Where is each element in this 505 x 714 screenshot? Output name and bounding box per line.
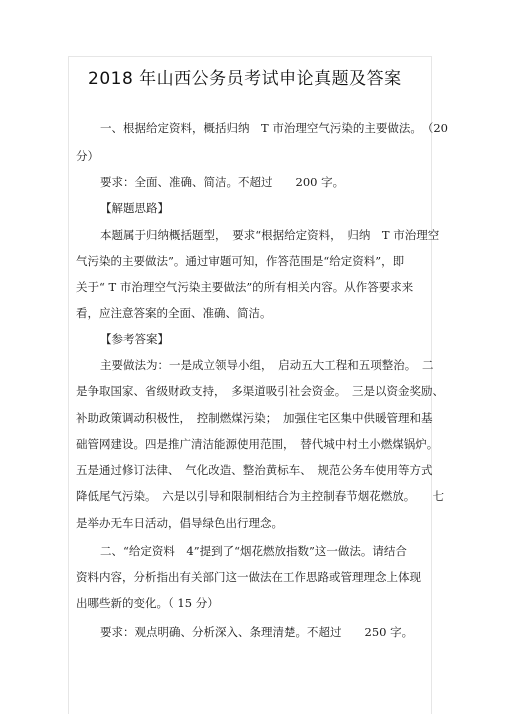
analysis-line-4: 看，应注意答案的全面、准确、简洁。 (76, 306, 272, 320)
question-1-requirement: 要求：全面、准确、简洁。不超过 200 字。 (100, 175, 345, 189)
analysis-line-1: 本题属于归纳概括题型， 要求“根据给定资料， 归纳 T 市治理空 (100, 228, 440, 242)
answer-line-2: 是争取国家、省级财政支持， 多渠道吸引社会资金。 三是以资金奖励、 (76, 384, 444, 398)
answer-line-5: 五是通过修订法律、 气化改造、整治黄标车、 规范公务车使用等方式 (76, 463, 433, 477)
analysis-heading: 【解题思路】 (100, 201, 169, 215)
answer-line-3: 补助政策调动积极性， 控制燃煤污染； 加强住宅区集中供暖管理和基 (76, 411, 433, 425)
question-2-line-1: 二、“给定资料 4”提到了“烟花燃放指数”这一做法。请结合 (100, 544, 407, 558)
analysis-line-2: 气污染的主要做法”。通过审题可知，作答范围是“给定资料”，即 (76, 254, 405, 268)
question-1-line-2: 分） (76, 149, 99, 163)
answer-line-6: 降低尾气污染。 六是以引导和限制相结合为主控制春节烟花燃放。 七 (76, 489, 444, 503)
answer-heading: 【参考答案】 (100, 332, 169, 346)
document-title: 2018 年山西公务员考试申论真题及答案 (88, 69, 402, 89)
question-2-requirement: 要求：观点明确、分析深入、条理清楚。不超过 250 字。 (100, 625, 414, 639)
question-1-line-1: 一、根据给定资料，概括归纳 T 市治理空气污染的主要做法。 （20 (100, 121, 448, 135)
question-2-line-2: 资料内容，分析指出有关部门这一做法在工作思路或管理理念上体现 (76, 570, 421, 584)
answer-line-1: 主要做法为：一是成立领导小组， 启动五大工程和五项整治。 二 (100, 358, 434, 372)
analysis-line-3: 关于“ T 市治理空气污染主要做法”的所有相关内容。从作答要求来 (76, 280, 414, 294)
answer-line-4: 础管网建设。四是推广清洁能源使用范围， 替代城中村土小燃煤锅炉。 (76, 437, 439, 451)
question-2-line-3: 出哪些新的变化。（ 15 分） (76, 596, 219, 610)
answer-line-7: 是举办无车日活动，倡导绿色出行理念。 (76, 516, 283, 530)
